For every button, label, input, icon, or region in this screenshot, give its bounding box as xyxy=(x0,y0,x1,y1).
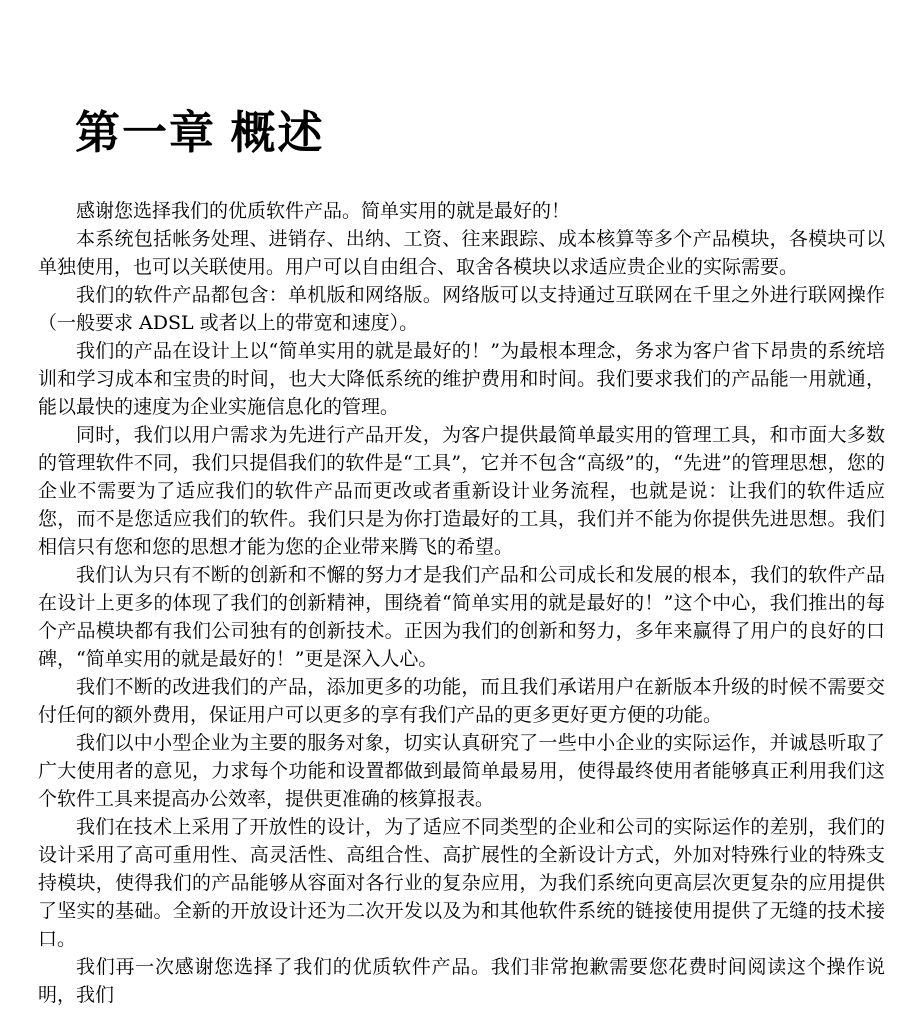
paragraph-design-concept: 我们的产品在设计上以“简单实用的就是最好的！”为最根本理念，务求为客户省下昂贵的系统培训和学习成本和宝贵的时间，也大大降低系统的维护费用和时间。我们要求我们的产品能一用就通，能以最快的速度为企业实施信息化的管理。 xyxy=(38,340,885,418)
paragraph-editions: 我们的软件产品都包含：单机版和网络版。网络版可以支持通过互联网在千里之外进行联网操作（一般要求 ADSL 或者以上的带宽和速度）。 xyxy=(38,284,885,334)
paragraph-open-design: 我们在技术上采用了开放性的设计，为了适应不同类型的企业和公司的实际运作的差别，我们的设计采用了高可重用性、高灵活性、高组合性、高扩展性的全新设计方式，外加对特殊行业的特殊支持模块，使得我们的产品能够从容面对各行业的复杂应用，为我们系统向更高层次更复杂的应用提供了坚实的基础。全新的开放设计还为二次开发以及为和其他软件系统的链接使用提供了无缝的技术接口。 xyxy=(38,816,885,950)
paragraph-user-first: 同时，我们以用户需求为先进行产品开发，为客户提供最简单最实用的管理工具，和市面大多数的管理软件不同，我们只提倡我们的软件是“工具”，它并不包含“高级”的，“先进”的管理思想，您的企业不需要为了适应我们的软件产品而更改或者重新设计业务流程，也就是说：让我们的软件适应您，而不是您适应我们的软件。我们只是为你打造最好的工具，我们并不能为你提供先进思想。我们相信只有您和您的思想才能为您的企业带来腾飞的希望。 xyxy=(38,424,885,558)
paragraph-intro-thanks: 感谢您选择我们的优质软件产品。简单实用的就是最好的！ xyxy=(76,200,571,222)
paragraph-free-upgrade: 我们不断的改进我们的产品，添加更多的功能，而且我们承诺用户在新版本升级的时候不需要交付任何的额外费用，保证用户可以更多的享有我们产品的更多更好更方便的功能。 xyxy=(38,676,885,726)
paragraph-innovation: 我们认为只有不断的创新和不懈的努力才是我们产品和公司成长和发展的根本，我们的软件产品在设计上更多的体现了我们的创新精神，围绕着“简单实用的就是最好的！”这个中心，我们推出的每个产品模块都有我们公司独有的创新技术。正因为我们的创新和努力，多年来赢得了用户的良好的口碑，“简单实用的就是最好的！”更是深入人心。 xyxy=(38,564,885,670)
paragraph-target-customers: 我们以中小型企业为主要的服务对象，切实认真研究了一些中小企业的实际运作，并诚恳听取了广大使用者的意见，力求每个功能和设置都做到最简单最易用，使得最终使用者能够真正利用我们这个软件工具来提高办公效率，提供更准确的核算报表。 xyxy=(38,732,885,810)
document-body xyxy=(38,197,885,1009)
paragraph-system-modules: 本系统包括帐务处理、进销存、出纳、工资、往来跟踪、成本核算等多个产品模块，各模块可以单独使用，也可以关联使用。用户可以自由组合、取舍各模块以求适应贵企业的实际需要。 xyxy=(38,228,885,278)
paragraph-closing-thanks: 我们再一次感谢您选择了我们的优质软件产品。我们非常抱歉需要您花费时间阅读这个操作说明，我们 xyxy=(38,956,885,1006)
chapter-title: 第一章 概述 xyxy=(75,107,325,158)
